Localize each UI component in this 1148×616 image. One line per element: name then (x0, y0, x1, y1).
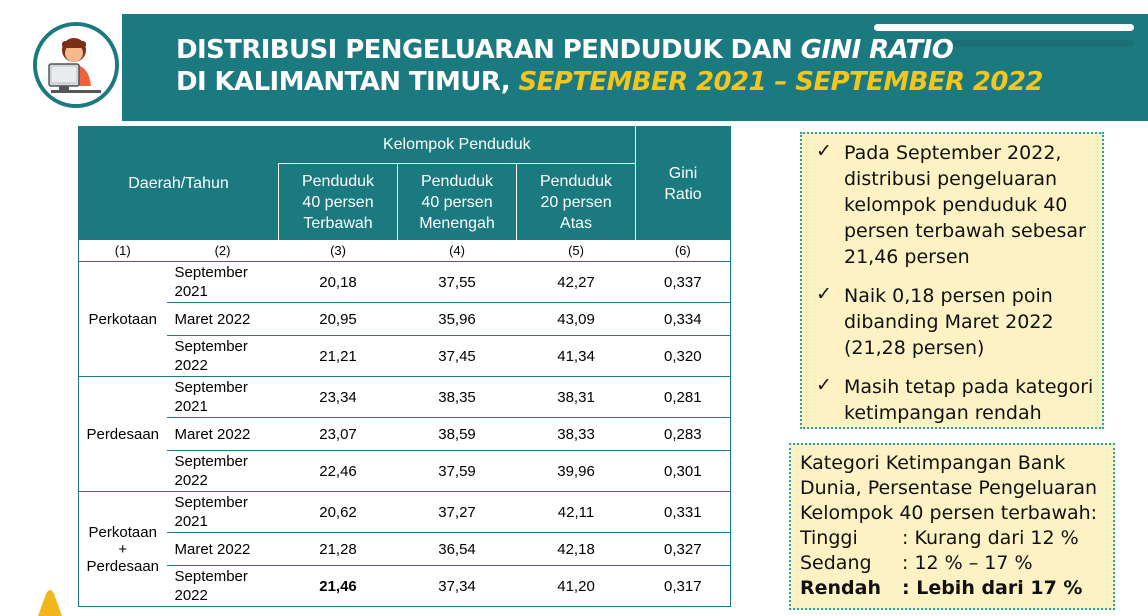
gini-value: 0,327 (636, 533, 731, 566)
gini-value: 0,331 (636, 492, 731, 533)
bottom40-value: 21,46 (279, 566, 398, 607)
category-value: : Lebih dari 17 % (902, 577, 1083, 599)
period-cell (167, 262, 279, 303)
period-label: September (174, 379, 248, 396)
period-label: Maret 2022 (174, 425, 251, 443)
highlights-panel (800, 132, 1104, 429)
period-label: 2021 (174, 513, 208, 530)
period-label: 2022 (174, 357, 208, 374)
check-mark-icon: ✓ (816, 374, 832, 396)
top20-value: 42,11 (517, 492, 636, 533)
middle40-value: 36,54 (398, 533, 517, 566)
period-cell (167, 451, 279, 492)
gini-value: 0,281 (636, 377, 731, 418)
top20-value: 43,09 (517, 303, 636, 336)
period-label: 2021 (174, 398, 208, 415)
region-label: Perkotaan (88, 523, 157, 541)
population-group-header: Kelompok Penduduk (279, 127, 636, 164)
header-line: Terbawah (303, 214, 373, 232)
col-number: (5) (517, 240, 636, 262)
highlight-item: Naik 0,18 persen poin dibanding Maret 2022 (21,28 persen) (844, 285, 1054, 359)
header-line: Menengah (419, 214, 495, 232)
middle40-value: 37,59 (398, 451, 517, 492)
header-line: Penduduk (539, 172, 613, 190)
period-cell (167, 336, 279, 377)
distribution-table (78, 126, 730, 607)
period-label: 2022 (174, 472, 208, 489)
period-cell (167, 492, 279, 533)
header-line: 40 persen (421, 193, 493, 211)
table-row (79, 418, 731, 451)
period-label: Maret 2022 (174, 540, 251, 558)
highlight-item: Pada September 2022, distribusi pengeluaran kelompok penduduk 40 persen terbawah sebesar 21,46 persen (844, 142, 1086, 268)
top20-header (517, 164, 636, 241)
gini-value: 0,337 (664, 273, 702, 291)
top20-value: 38,33 (517, 418, 636, 451)
period-cell (167, 533, 279, 566)
region-label: Perkotaan (88, 310, 157, 328)
title-period-text: SEPTEMBER 2021 – SEPTEMBER 2022 (518, 67, 1043, 97)
table-row (79, 262, 731, 303)
bottom40-header (279, 164, 398, 241)
category-intro-line: Kelompok 40 persen terbawah: (800, 502, 1098, 524)
header-line: Atas (560, 214, 593, 232)
region-label: Perdesaan (86, 557, 160, 575)
middle40-value: 38,59 (398, 418, 517, 451)
bottom40-value: 20,95 (279, 303, 398, 336)
category-high (800, 526, 1113, 551)
bottom40-value: 23,07 (279, 418, 398, 451)
period-label: Maret 2022 (174, 310, 251, 328)
title-gini-text: GINI RATIO (800, 35, 954, 65)
gini-header-line2: Ratio (664, 185, 702, 203)
col-number: (6) (636, 240, 731, 262)
period-label: 2022 (174, 587, 208, 604)
bottom40-value: 20,18 (319, 273, 357, 291)
region-cell (79, 492, 167, 607)
region-cell (79, 377, 167, 492)
gini-value: 0,334 (636, 303, 731, 336)
category-value: : Kurang dari 12 % (902, 527, 1079, 549)
gini-value: 0,317 (636, 566, 731, 607)
category-label: Rendah (800, 577, 881, 599)
period-label: September (174, 494, 248, 511)
gini-value: 0,320 (636, 336, 731, 377)
region-year-header: Daerah/Tahun (79, 127, 279, 241)
middle40-value: 37,34 (398, 566, 517, 607)
category-low (800, 576, 1113, 601)
highlight-item: Masih tetap pada kategori ketimpangan rendah (844, 376, 1094, 424)
bottom40-value: 23,34 (279, 377, 398, 418)
top20-value: 41,20 (517, 566, 636, 607)
page-title (176, 34, 1043, 98)
middle40-value: 38,35 (398, 377, 517, 418)
period-label: September (174, 568, 248, 585)
column-number-row (79, 240, 731, 262)
category-label: Sedang (800, 552, 872, 574)
table-row (79, 303, 731, 336)
check-mark-icon: ✓ (816, 140, 832, 162)
gini-ratio-header (636, 127, 731, 241)
title-banner (122, 14, 1148, 121)
world-bank-category-panel (789, 443, 1115, 610)
period-cell (167, 566, 279, 607)
header-line: 40 persen (302, 193, 374, 211)
region-cell (79, 262, 167, 377)
top20-value: 39,96 (517, 451, 636, 492)
top20-value: 42,27 (557, 273, 595, 291)
col-number: (1) (79, 240, 167, 262)
header-line: Penduduk (420, 172, 494, 190)
col-number: (4) (398, 240, 517, 262)
check-mark-icon: ✓ (816, 283, 832, 305)
title-line1-text: DISTRIBUSI PENGELUARAN PENDUDUK DAN (176, 35, 801, 65)
bottom40-value: 22,46 (279, 451, 398, 492)
person-at-computer-icon (33, 22, 119, 108)
table-row (79, 377, 731, 418)
gini-value: 0,301 (636, 451, 731, 492)
period-label: September (174, 453, 248, 470)
period-label: September (174, 338, 248, 355)
region-label: Perdesaan (86, 425, 160, 443)
top20-value: 41,34 (517, 336, 636, 377)
gini-header-line1: Gini (668, 164, 698, 182)
header-line: 20 persen (540, 193, 612, 211)
bottom40-value: 20,62 (279, 492, 398, 533)
header-line: Penduduk (301, 172, 375, 190)
gini-value: 0,283 (636, 418, 731, 451)
bottom40-value: 21,28 (279, 533, 398, 566)
category-value: : 12 % – 17 % (902, 552, 1033, 574)
category-intro-line: Dunia, Persentase Pengeluaran (800, 477, 1098, 499)
table-row (79, 336, 731, 377)
decorative-corner-shape (36, 586, 76, 616)
col-number: (2) (167, 240, 279, 262)
category-intro-line: Kategori Ketimpangan Bank (800, 452, 1066, 474)
middle40-header (398, 164, 517, 241)
col-number: (3) (279, 240, 398, 262)
period-label: September (174, 264, 248, 281)
table-row (79, 451, 731, 492)
category-medium (800, 551, 1113, 576)
top20-value: 38,31 (517, 377, 636, 418)
table-row (79, 492, 731, 533)
period-cell (167, 418, 279, 451)
table-row (79, 566, 731, 607)
period-cell (167, 303, 279, 336)
middle40-value: 37,45 (398, 336, 517, 377)
region-label: + (118, 540, 128, 558)
period-label: 2021 (174, 283, 208, 300)
period-cell (167, 377, 279, 418)
middle40-value: 37,27 (398, 492, 517, 533)
middle40-value: 37,55 (438, 273, 476, 291)
title-line2-text: DI KALIMANTAN TIMUR, (176, 67, 519, 97)
table-row (79, 533, 731, 566)
bottom40-value: 21,21 (279, 336, 398, 377)
middle40-value: 35,96 (398, 303, 517, 336)
top20-value: 42,18 (517, 533, 636, 566)
category-label: Tinggi (800, 527, 858, 549)
